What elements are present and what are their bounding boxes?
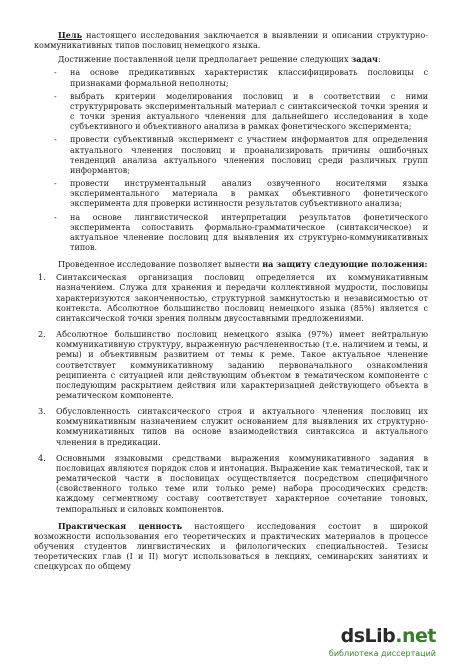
task-text: провести инструментальный анализ озвученного носителями языка экспериментального материала в рамках объективного фонетического эксперимента для проверки истинности результатов субъективного анализа; [70, 179, 428, 209]
tasks-colon: : [377, 55, 381, 65]
goal-text: настоящего исследования заключается в выявлении и описании структурно-коммуникативных типов пословиц немецкого языка. [34, 31, 428, 51]
list-item [54, 68, 428, 88]
practical-paragraph [34, 521, 428, 573]
claims-intro-text: Проведенное исследование позволяет вынести [58, 260, 263, 270]
claim-number: 2. [38, 330, 46, 340]
logo-subtitle: библиотека диссертаций [328, 649, 436, 658]
list-item [54, 135, 428, 176]
list-dash: - [54, 212, 57, 222]
tasks-lead [34, 54, 428, 65]
practical-bold: Практическая ценность [58, 520, 183, 531]
list-dash: - [54, 91, 57, 101]
list-item [54, 179, 428, 209]
task-text: на основе лингвистической интерпретации результатов фонетического эксперимента сопоставить формально-грамматическое (синтаксическое) и актуальное членение пословиц для выявления их структурно-коммуникативных типов. [70, 212, 428, 252]
claim-text: Абсолютное большинство пословиц немецкого языка (97%) имеет нейтральную коммуникативную структуру, выраженную расчлененностью (т.е. наличием и темы, и ремы) и объективным развитием от темы к реме. Такое актуальное членение соответствует коммуникативному заданию первоначального ознакомления реципиента с ситуацией или действующим объектом в тематическом компоненте с последующим раскрытием действия или характеризацией действующего объекта в рематическом компоненте. [56, 330, 428, 400]
claim-text: Основными языковыми средствами выражения коммуникативного задания в пословицах являются порядок слов и интонация. Выражение как тематической, так и рематической части в пословицах осуществляется посредством специфичного (свойственного только теме или только реме) набора просодических средств: каждому сегментному составу соответствует характерное сочетание тоновых, темпоральных и силовых компонентов. [56, 453, 428, 514]
claims-intro-bold: на защиту следующие положения: [262, 259, 428, 270]
list-item [38, 330, 428, 401]
claim-text: Синтаксическая организация пословиц определяется их коммуникативным назначением. Служа для хранения и передачи коллективной мудрости, пословицы характеризуются законченностью, структурной замкнутостью и независимостью от контекста. Абсолютное большинство пословиц немецкого языка (85%) является с синтаксической точки зрения полным двусоставными предложениями. [56, 273, 428, 323]
goal-word: Цель [58, 30, 83, 40]
practical-text: настоящего исследования состоит в широкой возможности использования его теоретических и практических материалов в процессе обучения студентов лингвистических и филологических специальностей. Тезисы теоретических глав (I и II) могут использоваться в лекциях, семинарских занятиях и спецкурсах по общему [34, 521, 428, 572]
list-item [38, 407, 428, 448]
tasks-word: задач [351, 54, 378, 65]
list-item [54, 212, 428, 254]
claim-text: Обусловленность синтаксического строя и актуального членения пословиц их коммуникативным назначением служит основанием для выявления их структурно-коммуникативных типов на основе взаимодействия синтаксиса и актуального членения в предикации. [56, 407, 428, 447]
list-dash: - [54, 135, 57, 145]
logo-brand-tld: .net [395, 625, 436, 647]
claims-intro [34, 259, 428, 270]
list-dash: - [54, 179, 57, 189]
claims-list [34, 273, 428, 514]
task-text: на основе предикативных характеристик классифицировать пословицы с признаками формальной неполноты; [70, 68, 428, 88]
logo-brand-main: dsLib [340, 625, 396, 647]
goal-paragraph [34, 30, 428, 51]
tasks-lead-text: Достижение поставленной цели предполагает решение следующих [58, 55, 352, 65]
tasks-list [34, 68, 428, 253]
task-text: выбрать критерии моделирования пословиц и в соответствии с ними структурировать экспериментальный материал с синтаксической точки зрения и с точки зрения актуального членения для дальнейшего исследования в ходе субъективного и объективного анализа в рамках фонетического эксперимента; [70, 91, 428, 132]
list-item [38, 453, 428, 515]
claim-number: 4. [38, 453, 46, 463]
task-text: провести субъективный эксперимент с участием информантов для определения актуального членения пословиц и проанализировать причины ошибочных тенденций анализа актуального членения пословиц среди различных групп информантов; [70, 135, 428, 175]
list-dash: - [54, 68, 57, 78]
list-item [38, 273, 428, 324]
logo-brand [341, 625, 436, 647]
list-item [54, 91, 428, 133]
claim-number: 3. [38, 407, 46, 417]
claim-number: 1. [38, 273, 46, 283]
dslib-logo[interactable] [328, 625, 436, 659]
